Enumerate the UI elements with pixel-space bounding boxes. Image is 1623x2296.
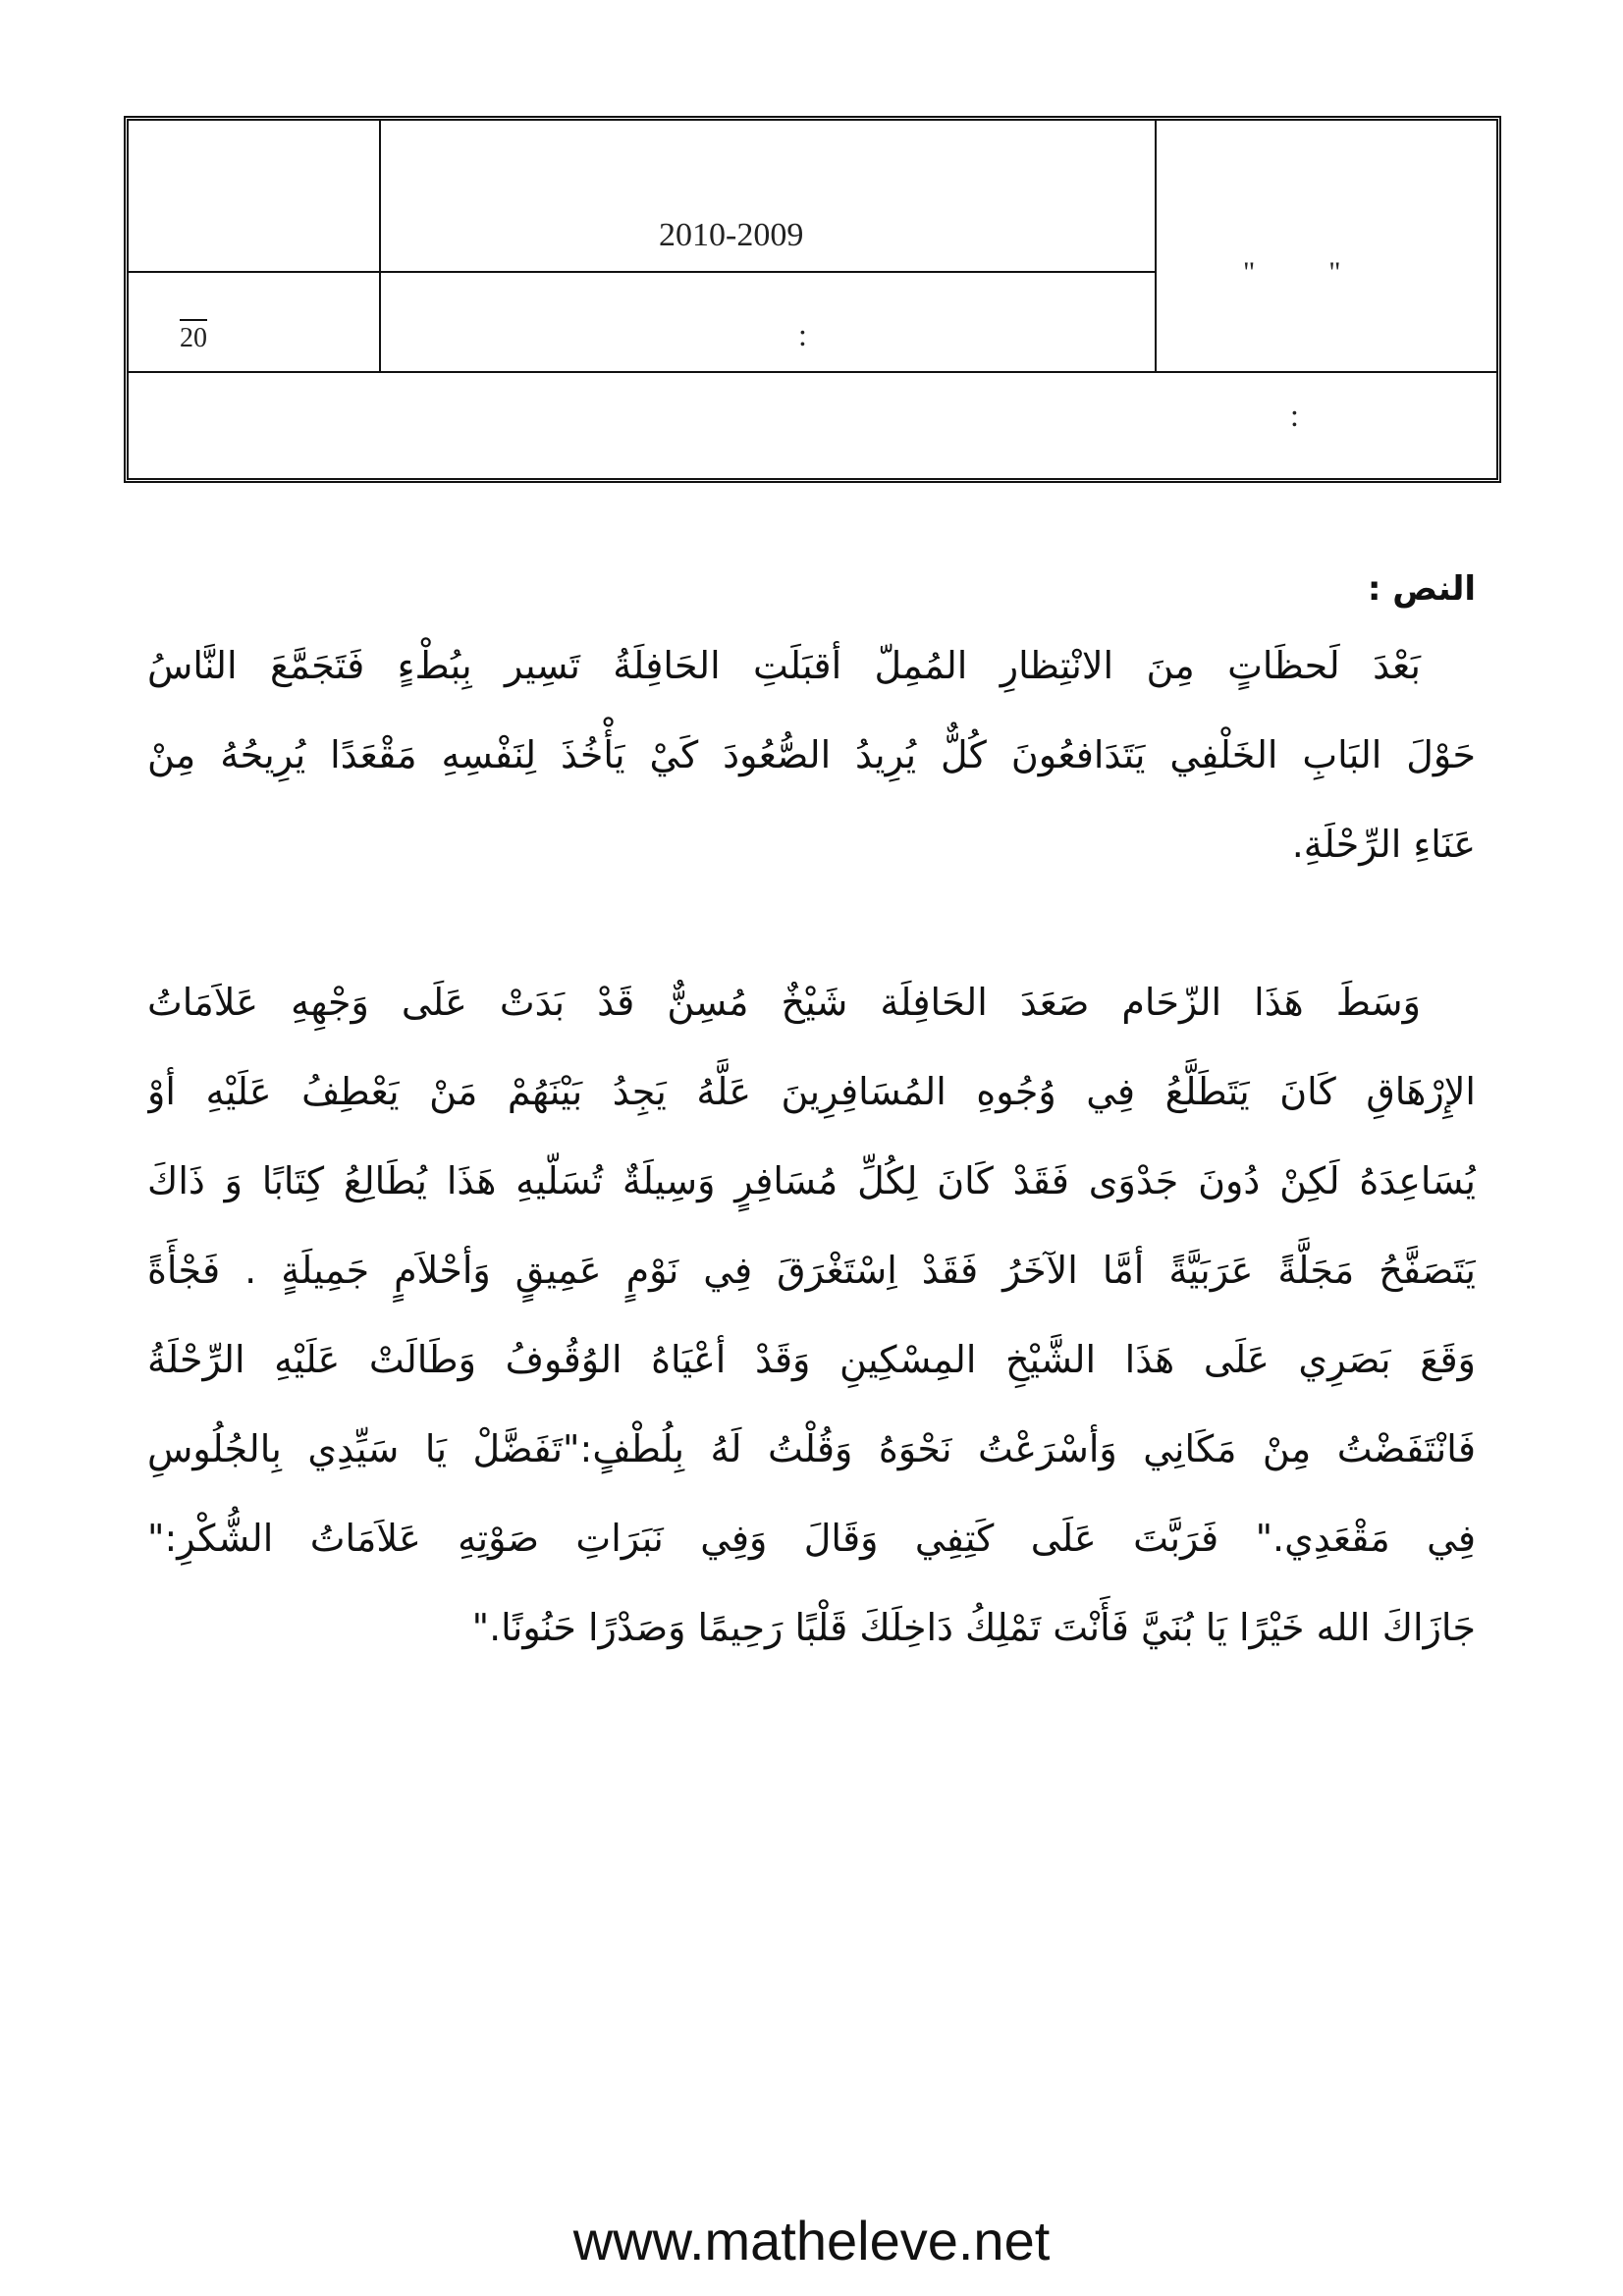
p2-line-3: يُسَاعِدَهُ لَكِنْ دُونَ جَدْوَى فَقَدْ كَانَ لِكُلِّ مُسَافِرٍ وَسِيلَةٌ تُسَلّيهِ هَذَا يُطَالِعُ كِتَابًا وَ ذَاكَ: [147, 1159, 1476, 1202]
p2-line-6: فَانْتَفَضْتُ مِنْ مَكَانِي وَأسْرَعْتُ نَحْوَهُ وَقُلْتُ لَهُ بِلُطْفٍ:"تَفَضَّلْ يَا سَيِّدِي بِالجُلُوسِ: [147, 1427, 1476, 1470]
divider-row1: [129, 271, 1157, 273]
score-fraction: [180, 319, 207, 354]
passage: [147, 621, 1476, 1673]
divider-left: [379, 121, 381, 371]
subject-colon: :: [798, 317, 807, 352]
p2-line-1: وَسَطَ هَذَا الزّحَام صَعَدَ الحَافِلَة شَيْخٌ مُسِنٌّ قَدْ بَدَتْ عَلَى وَجْهِهِ عَلاَمَاتُ: [147, 981, 1421, 1024]
quote-marks: " ": [1243, 256, 1341, 289]
p2-line-4: يَتَصَفَّحُ مَجَلَّةً عَرَبَيَّةً أمَّا الآخَرُ فَقَدْ اِسْتَغْرَقَ فِي نَوْمٍ عَمِيقٍ وَأحْلاَمٍ جَمِيلَةٍ . فَجْأَةً: [147, 1249, 1476, 1292]
header-table: [124, 116, 1501, 483]
text-label: النص :: [1367, 569, 1476, 609]
paragraph-gap: [147, 889, 1476, 958]
p1-line-1: بَعْدَ لَحظَاتٍ مِنَ الانْتِظارِ المُمِلّ أقبَلَتِ الحَافِلَةُ تَسِير بِبُطْءٍ فَتَجَمَّعَ النَّاسُ: [147, 644, 1421, 687]
p2-line-2: الإِرْهَاقِ كَانَ يَتَطَلَّعُ فِي وُجُوهِ المُسَافِرِينَ عَلَّهُ يَجِدُ بَيْنَهُمْ مَنْ يَعْطِفُ عَلَيْهِ أوْ: [147, 1070, 1476, 1113]
student-name-colon: :: [1290, 398, 1299, 433]
p2-line-8: جَازَاكَ الله خَيْرًا يَا بُنَيَّ فَأَنْتَ تَمْلِكُ دَاخِلَكَ قَلْبًا رَحِيمًا وَصَدْرًا حَنُونًا.": [471, 1606, 1476, 1649]
p2-line-7: فِي مَقْعَدِي." فَرَبَّتَ عَلَى كَتِفِي وَقَالَ وَفِي نَبَرَاتِ صَوْتِهِ عَلاَمَاتُ الشُّكْرِ:": [147, 1517, 1476, 1560]
school-year: 2010-2009: [659, 217, 804, 253]
footer-url: www.matheleve.net: [572, 2210, 1051, 2271]
score-denominator: 20: [180, 323, 207, 353]
p1-line-2: حَوْلَ البَابِ الخَلْفِي يَتَدَافعُونَ كُلٌّ يُرِيدُ الصُّعُودَ كَيْ يَأْخُذَ لِنَفْسِهِ مَقْعَدًا يُرِيحُهُ مِنْ: [147, 733, 1476, 776]
divider-right: [1155, 121, 1157, 371]
p2-line-5: وَقَعَ بَصَرِي عَلَى هَذَا الشَّيْخِ المِسْكِينِ وَقَدْ أعْيَاهُ الوُقُوفُ وَطَالَتْ عَلَيْهِ الرِّحْلَةُ: [147, 1338, 1476, 1381]
divider-row2: [129, 371, 1496, 373]
p1-line-3: عَنَاءِ الرِّحْلَةِ.: [1291, 823, 1476, 866]
